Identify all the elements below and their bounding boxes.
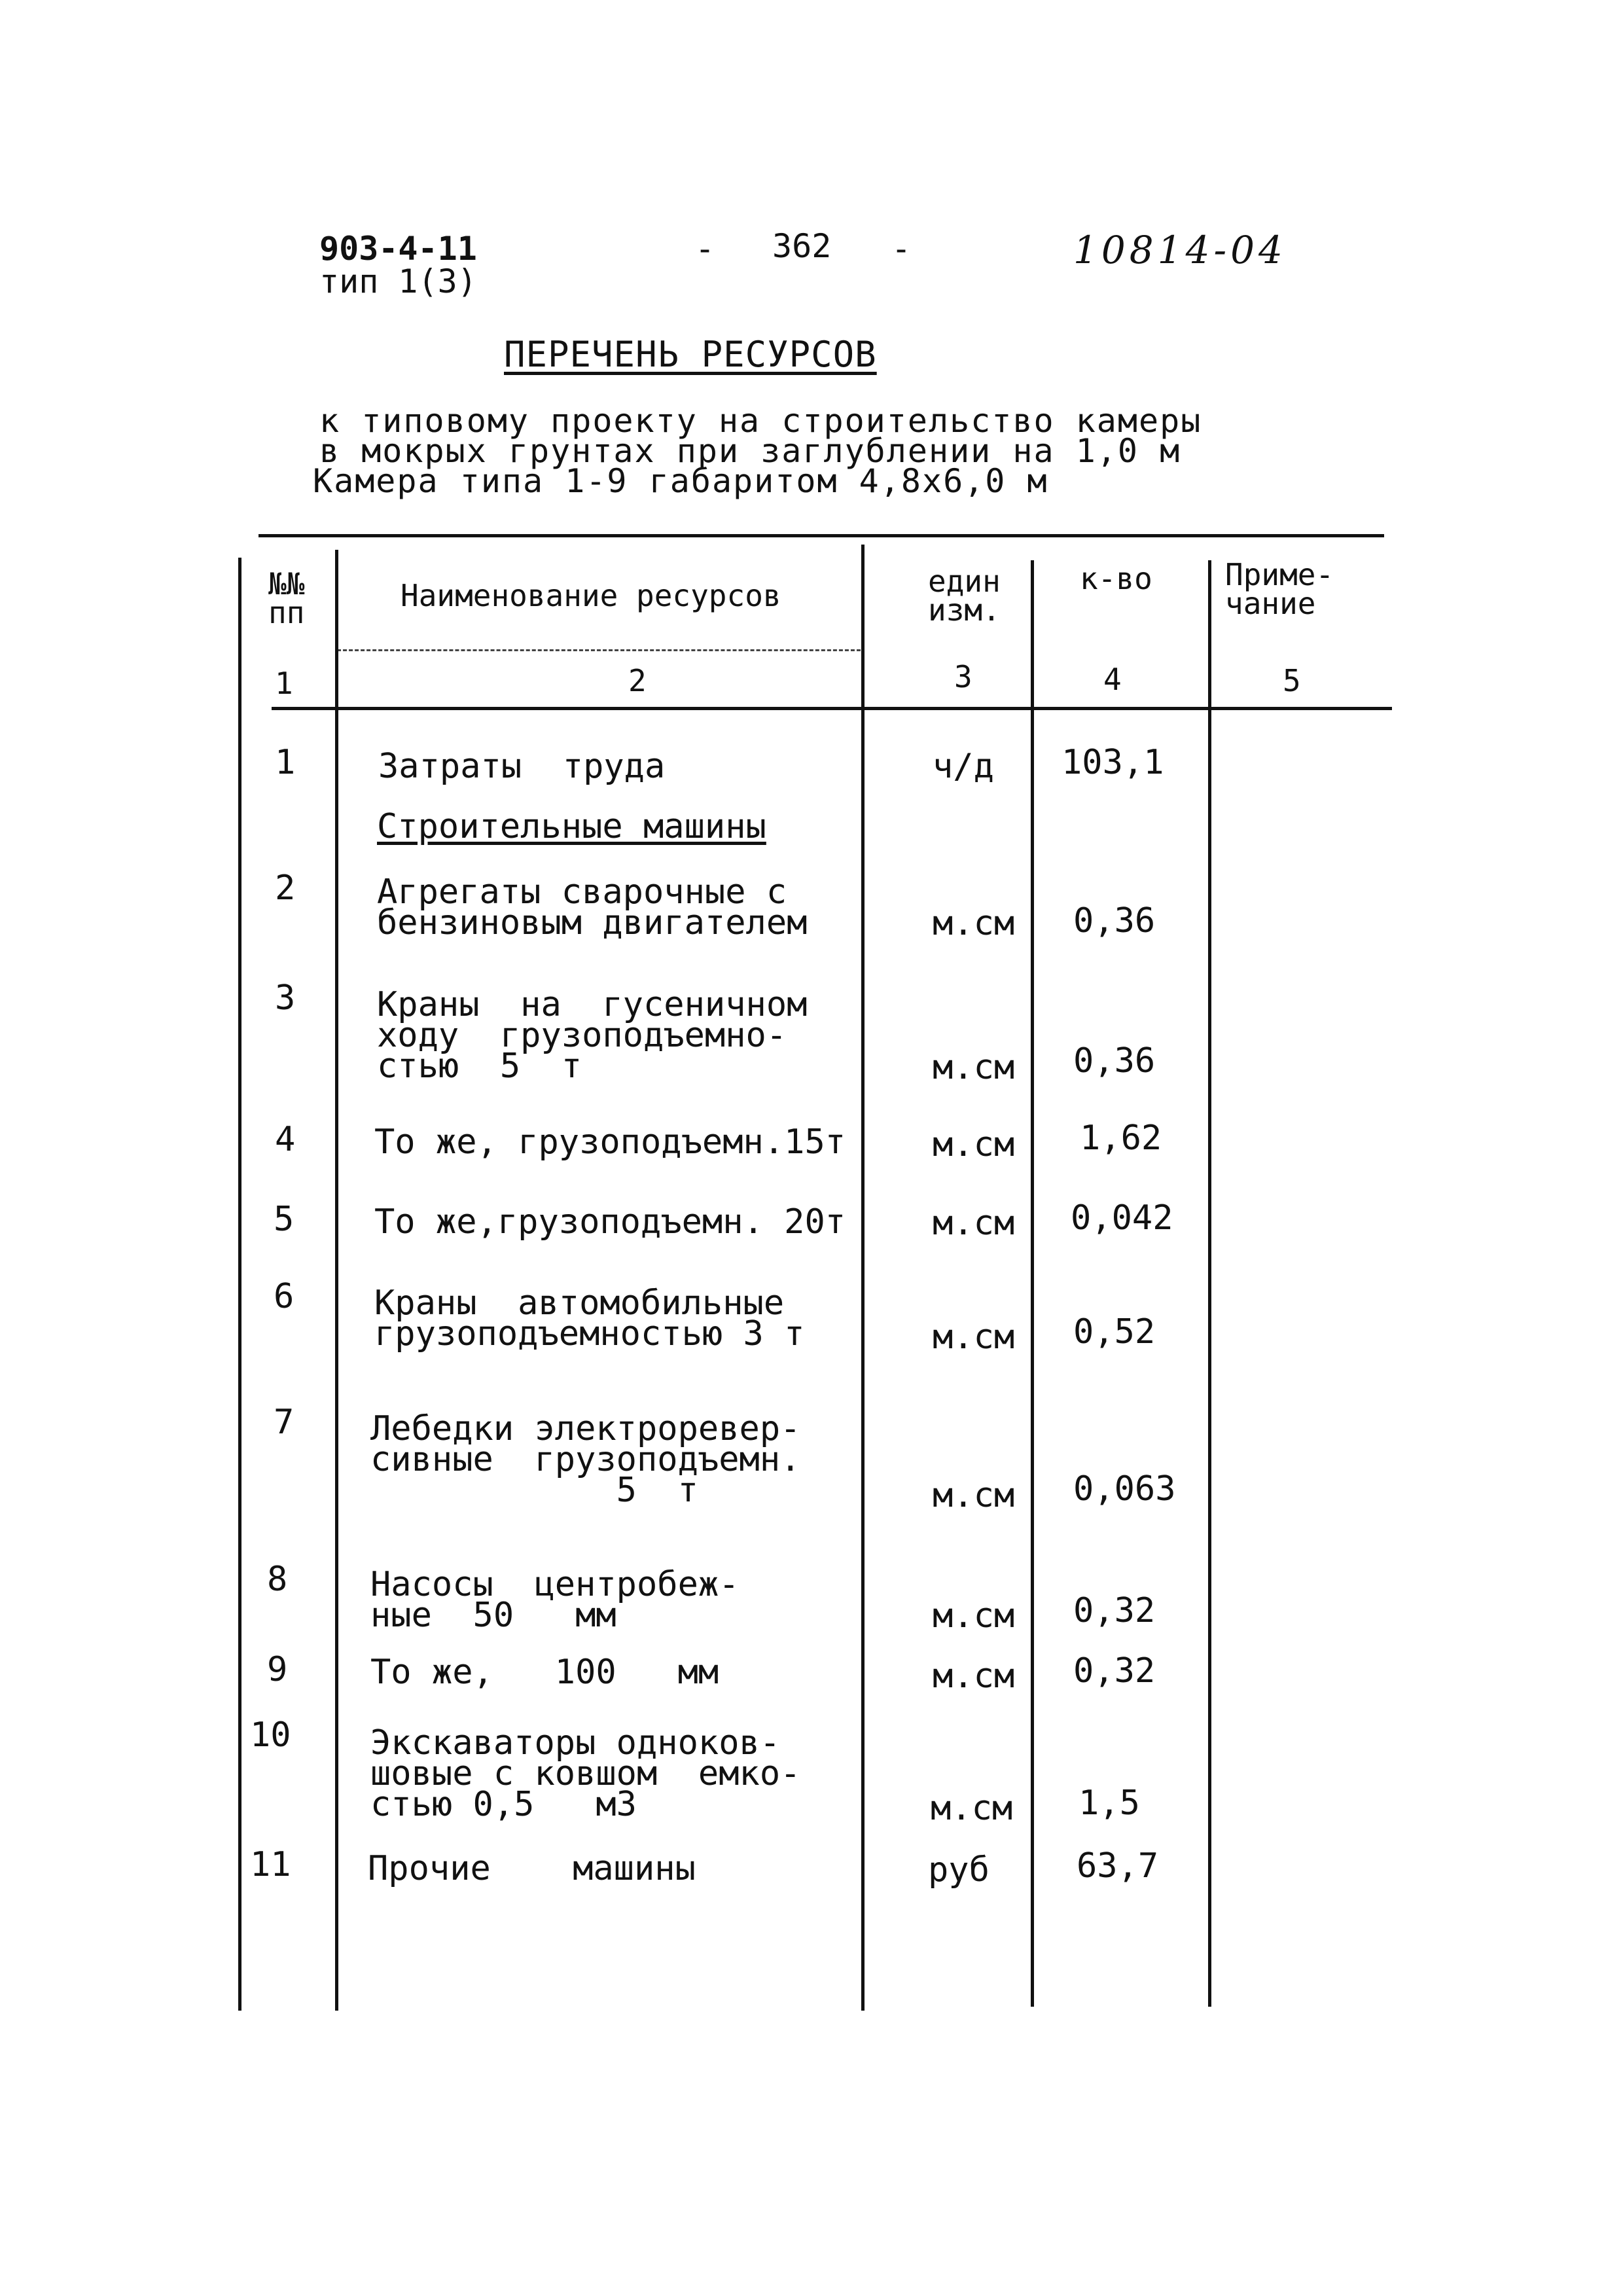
header-num: №№ пп xyxy=(268,566,305,630)
unit: м.см xyxy=(933,1318,1015,1357)
resource-name: Краны на гусеничном ходу грузоподъемно- стью 5 т xyxy=(377,985,808,1086)
resource-name: Агрегаты сварочные с бензиновым двигателем xyxy=(377,872,808,942)
unit: ч/д xyxy=(933,747,994,786)
unit: м.см xyxy=(933,1204,1015,1243)
column-divider-3 xyxy=(1031,560,1034,2007)
quantity: 0,36 xyxy=(1073,901,1156,941)
handwritten-number: 10814-04 xyxy=(1073,228,1287,272)
row-number: 1 xyxy=(275,743,296,782)
document-code: 903-4-11 xyxy=(319,230,477,268)
row-number: 8 xyxy=(267,1560,288,1599)
intro-line-1: к типовому проекту на строительство камеры xyxy=(319,402,1202,440)
col-number-4: 4 xyxy=(1103,662,1122,697)
unit: м.см xyxy=(933,1596,1015,1636)
quantity: 0,32 xyxy=(1073,1651,1156,1691)
row-number: 6 xyxy=(274,1277,294,1316)
unit: м.см xyxy=(933,1125,1015,1164)
document-type: тип 1(3) xyxy=(319,262,477,300)
unit: руб xyxy=(928,1850,990,1890)
resource-name: Насосы центробеж- ные 50 мм xyxy=(370,1565,740,1635)
page-dash-left: - xyxy=(695,230,715,268)
resource-name: То же, грузоподъемн.15т xyxy=(374,1122,846,1162)
column-divider-4 xyxy=(1208,560,1211,2007)
intro-line-2: в мокрых грунтах при заглублении на 1,0 м xyxy=(319,432,1181,470)
column-divider-2 xyxy=(861,545,865,2011)
row-number: 4 xyxy=(275,1120,296,1159)
header-dashed-rule xyxy=(337,649,861,651)
quantity: 1,62 xyxy=(1080,1119,1162,1158)
row-number: 7 xyxy=(274,1403,294,1442)
table-top-rule xyxy=(259,534,1384,537)
unit: м.см xyxy=(933,1657,1015,1696)
section-heading: Строительные машины xyxy=(377,807,766,846)
col-number-1: 1 xyxy=(275,666,293,701)
document-title: ПЕРЕЧЕНЬ РЕСУРСОВ xyxy=(504,334,877,375)
quantity: 1,5 xyxy=(1079,1784,1140,1823)
unit: м.см xyxy=(933,1476,1015,1515)
row-number: 10 xyxy=(250,1715,291,1755)
column-divider-1 xyxy=(335,550,338,2011)
col-number-3: 3 xyxy=(954,659,972,694)
quantity: 103,1 xyxy=(1061,743,1164,782)
header-qty: к-во xyxy=(1080,561,1152,596)
quantity: 0,32 xyxy=(1073,1591,1156,1630)
resource-name: Прочие машины xyxy=(368,1849,696,1888)
header-unit: един изм. xyxy=(928,564,1001,628)
row-number: 3 xyxy=(275,978,296,1018)
unit: м.см xyxy=(933,904,1015,943)
intro-line-3: Камера типа 1-9 габаритом 4,8х6,0 м xyxy=(313,462,1048,500)
unit: м.см xyxy=(931,1789,1013,1828)
row-number: 9 xyxy=(267,1650,288,1689)
header-bottom-rule xyxy=(272,707,1392,710)
unit: м.см xyxy=(933,1048,1015,1087)
resource-name: Лебедки электроревер- сивные грузоподъемн. 5 т xyxy=(370,1409,801,1510)
quantity: 0,36 xyxy=(1073,1041,1156,1081)
table-left-border xyxy=(238,558,241,2011)
header-name: Наименование ресурсов xyxy=(401,578,781,613)
quantity: 0,52 xyxy=(1073,1312,1156,1352)
col-number-2: 2 xyxy=(628,663,647,698)
row-number: 5 xyxy=(274,1200,294,1239)
resource-name: Экскаваторы одноков- шовые с ковшом емко- стью 0,5 м3 xyxy=(370,1723,801,1824)
quantity: 63,7 xyxy=(1077,1846,1159,1886)
quantity: 0,063 xyxy=(1073,1469,1176,1509)
resource-name: Краны автомобильные грузоподъемностью 3 т xyxy=(374,1283,805,1354)
row-number: 2 xyxy=(275,869,296,908)
row-number: 11 xyxy=(250,1845,291,1884)
page-number: 362 xyxy=(772,227,832,265)
resource-name: Затраты труда xyxy=(378,747,666,786)
resource-name: То же,грузоподъемн. 20т xyxy=(374,1202,846,1242)
quantity: 0,042 xyxy=(1071,1198,1173,1238)
page-dash-right: - xyxy=(891,230,912,268)
header-note: Приме- чание xyxy=(1225,557,1334,621)
col-number-5: 5 xyxy=(1283,663,1301,698)
resource-name: То же, 100 мм xyxy=(370,1653,719,1692)
